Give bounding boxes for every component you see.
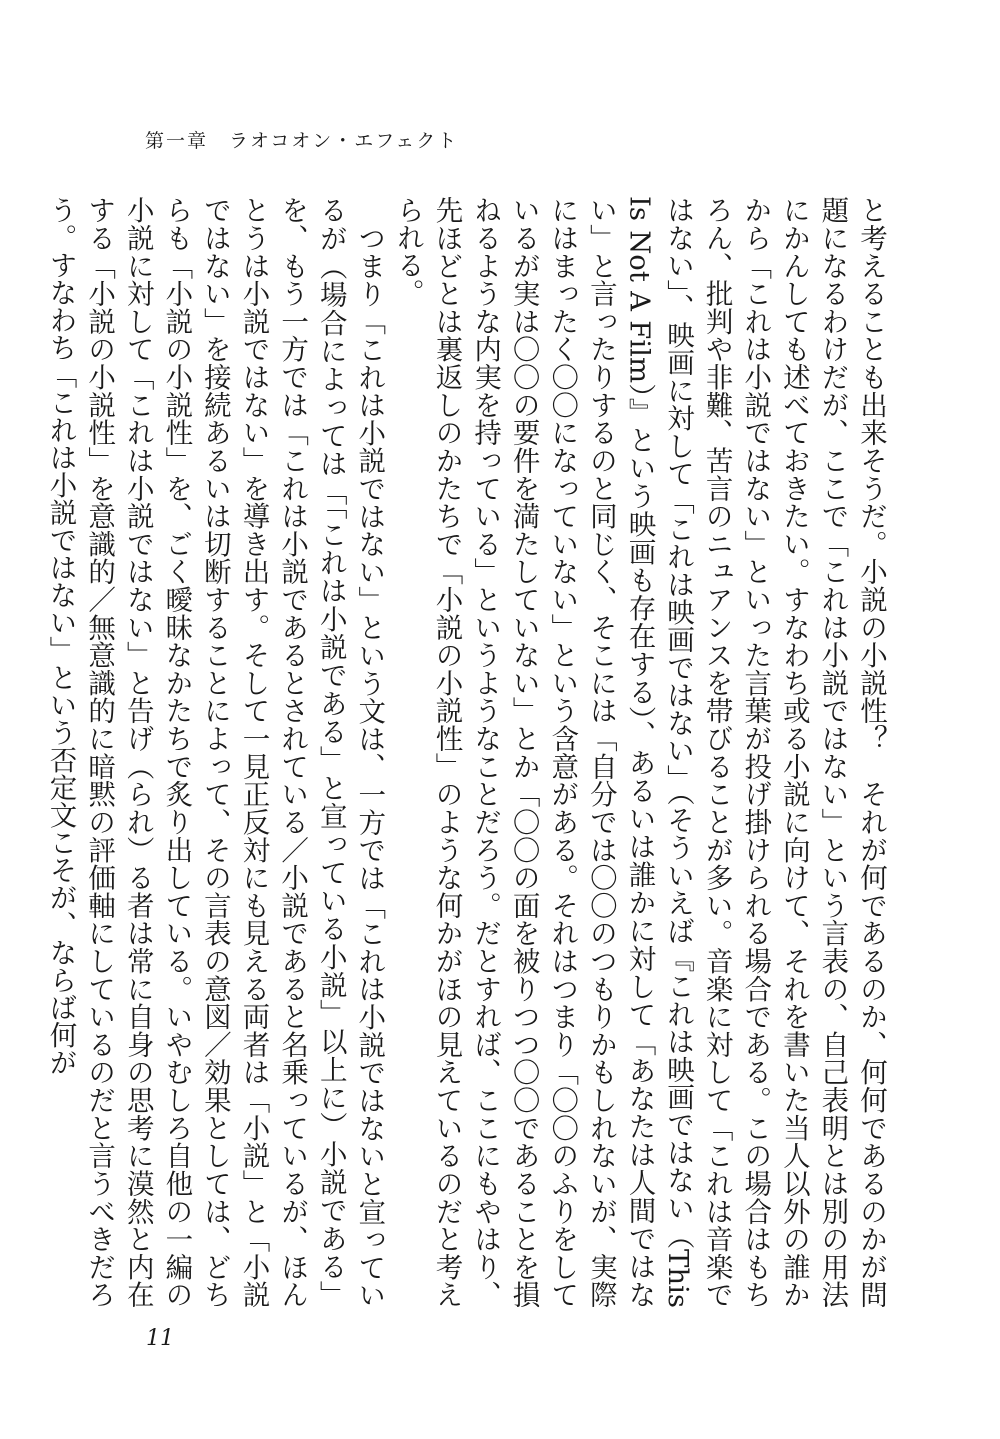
page-number: 11	[146, 1326, 174, 1351]
paragraph: と考えることも出来そうだ。小説の小説性？ それが何であるのか、何何であるのかが問題になるわけだが、ここで「これは小説ではない」という言表の、自己表明とは別の用法にかんしても述べておきたい。すなわち或る小説に向けて、それを書いた当人以外の誰かから「これは小説ではない」といった言葉が投げ掛けられる場合である。この場合はもちろん、批判や非難、苦言のニュアンスを帯びることが多い。音楽に対して「これは音楽ではない」、映画に対して「これは映画ではない」（そういえば『これは映画ではない（This Is Not A Film）』という映画も存在する）、あるいは誰かに対して「あなたは人間ではない」と言ったりするのと同じく、そこには「自分では〇〇のつもりかもしれないが、実際にはまったく〇〇になっていない」という含意がある。それはつまり「〇〇のふりをしているが実は〇〇の要件を満たしていない」とか「〇〇の面を被りつつ〇〇であることを損ねるような内実を持っている」というようなことだろう。だとすれば、ここにもやはり、先ほどとは裏返しのかたちで「小説の小説性」のような何かがほの見えているのだと考えられる。	[391, 196, 887, 1308]
running-head: 第一章 ラオコオン・エフェクト	[145, 130, 459, 152]
paragraph: つまり「これは小説ではない」という文は、一方では「これは小説ではないと宣っているが（場合によっては「「これは小説である」と宣っている小説」以上に）小説である」を、もう一方では「これは小説であるとされている／小説であると名乗っているが、ほんとうは小説ではない」を導き出す。そして一見正反対にも見える両者は「小説」と「小説ではない」を接続あるいは切断することによって、その言表の意図／効果としては、どちらも「小説の小説性」を、ごく曖昧なかたちで炙り出している。いやむしろ自他の一編の小説に対して「これは小説ではない」と告げ（られ）る者は常に自身の思考に漠然と内在する「小説の小説性」を意識的／無意識的に暗黙の評価軸にしているのだと言うべきだろう。すなわち「これは小説ではない」という否定文こそが、ならば何が	[44, 196, 386, 1309]
body-text	[44, 196, 890, 1309]
